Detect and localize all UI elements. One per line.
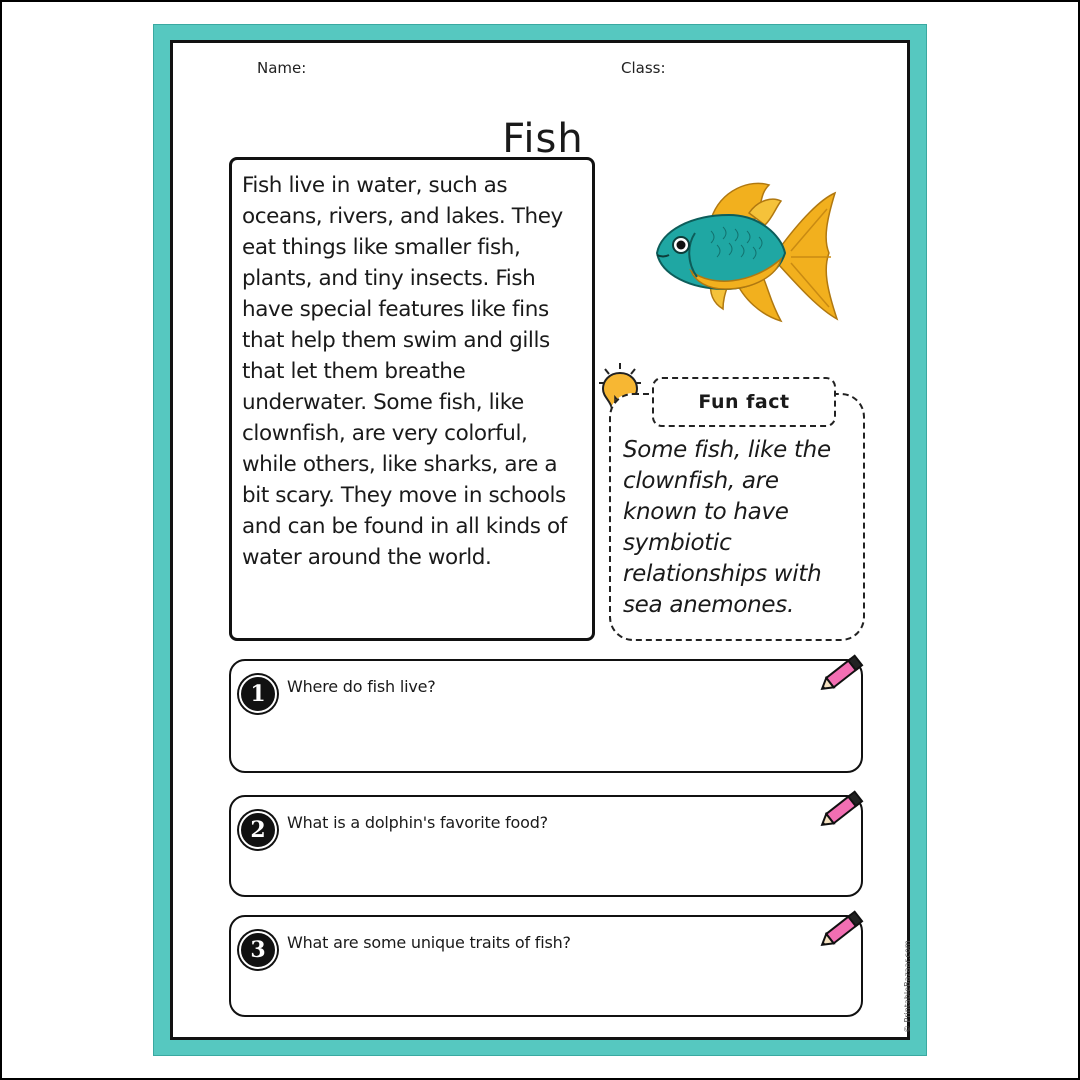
question-text: Where do fish live? (287, 677, 436, 696)
fun-fact-label: Fun fact (652, 377, 836, 427)
pencil-icon (813, 905, 869, 955)
class-label: Class: (621, 59, 666, 77)
page-title: Fish (502, 115, 584, 162)
fish-illustration (651, 179, 839, 325)
question-1[interactable] (229, 659, 863, 773)
question-number-badge: 1 (239, 675, 277, 713)
reading-passage (229, 157, 595, 641)
question-3[interactable] (229, 915, 863, 1017)
fun-fact-text: Some fish, like the clownfish, are known to have symbiotic relationships with sea anemones. (623, 437, 831, 618)
credit-text: © PrintableBazaar.com (903, 940, 912, 1033)
question-text: What are some unique traits of fish? (287, 933, 571, 952)
pencil-icon (813, 785, 869, 835)
worksheet-page (170, 40, 910, 1040)
question-text: What is a dolphin's favorite food? (287, 813, 548, 832)
question-number-badge: 2 (239, 811, 277, 849)
question-number-badge: 3 (239, 931, 277, 969)
passage-text: Fish live in water, such as oceans, rivers, and lakes. They eat things like smaller fish, plants, and tiny insects. Fish have special features like fins that help them swim and gills that let them breathe underwater. Some fish, like clownfish, are very colorful, while others, like sharks, are a bit scary. They move in schools and can be found in all kinds of water around the world. (242, 173, 567, 570)
question-2[interactable] (229, 795, 863, 897)
pencil-icon (813, 649, 869, 699)
name-label: Name: (257, 59, 307, 77)
